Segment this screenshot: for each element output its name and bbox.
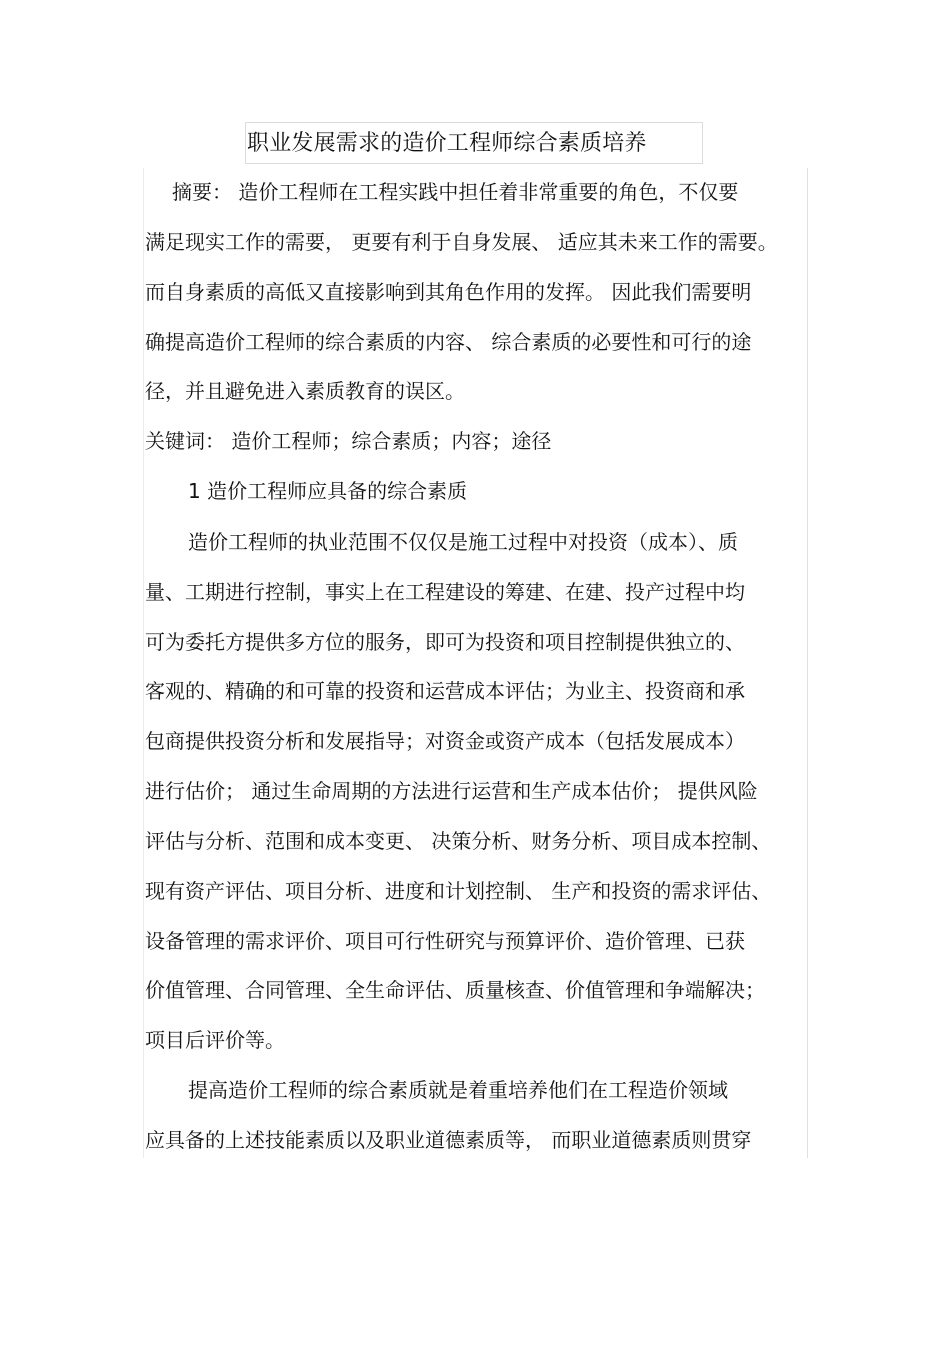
paragraph-line-7: 评估与分析、范围和成本变更、 决策分析、财务分析、项目成本控制、 (145, 829, 772, 853)
paragraph-line-8: 现有资产评估、项目分析、进度和计划控制、 生产和投资的需求评估、 (145, 879, 772, 903)
paragraph-line-4: 客观的、精确的和可靠的投资和运营成本评估；为业主、投资商和承 (145, 679, 745, 703)
document-title: 职业发展需求的造价工程师综合素质培养 (247, 131, 647, 156)
paragraph-line-6: 进行估价； 通过生命周期的方法进行运营和生产成本估价； 提供风险 (145, 779, 758, 803)
paragraph2-line-2: 应具备的上述技能素质以及职业道德素质等， 而职业道德素质则贯穿 (145, 1128, 752, 1152)
paragraph-line-10: 价值管理、合同管理、全生命评估、质量核查、价值管理和争端解决； (145, 978, 765, 1002)
abstract-line-1: 摘要： 造价工程师在工程实践中担任着非常重要的角色，不仅要 (172, 180, 739, 204)
abstract-line-4: 确提高造价工程师的综合素质的内容、 综合素质的必要性和可行的途 (145, 330, 752, 354)
paragraph-line-9: 设备管理的需求评价、项目可行性研究与预算评价、造价管理、已获 (145, 929, 745, 953)
paragraph-line-11: 项目后评价等。 (145, 1028, 285, 1052)
abstract-line-3: 而自身素质的高低又直接影响到其角色作用的发挥。 因此我们需要明 (145, 280, 752, 304)
abstract-line-2: 满足现实工作的需要， 更要有利于自身发展、 适应其未来工作的需要。 (145, 230, 778, 254)
paragraph2-line-1: 提高造价工程师的综合素质就是着重培养他们在工程造价领域 (188, 1078, 728, 1102)
paragraph-line-1: 造价工程师的执业范围不仅仅是施工过程中对投资（成本）、质 (188, 530, 738, 554)
paragraph-line-5: 包商提供投资分析和发展指导；对资金或资产成本（包括发展成本） (145, 729, 745, 753)
body-frame (143, 168, 808, 1158)
keywords-line: 关键词： 造价工程师；综合素质；内容；途径 (145, 429, 552, 453)
abstract-line-5: 径，并且避免进入素质教育的误区。 (145, 379, 465, 403)
section-heading: 1 造价工程师应具备的综合素质 (188, 479, 468, 503)
paragraph-line-3: 可为委托方提供多方位的服务，即可为投资和项目控制提供独立的、 (145, 630, 745, 654)
paragraph-line-2: 量、工期进行控制，事实上在工程建设的筹建、在建、投产过程中均 (145, 580, 745, 604)
